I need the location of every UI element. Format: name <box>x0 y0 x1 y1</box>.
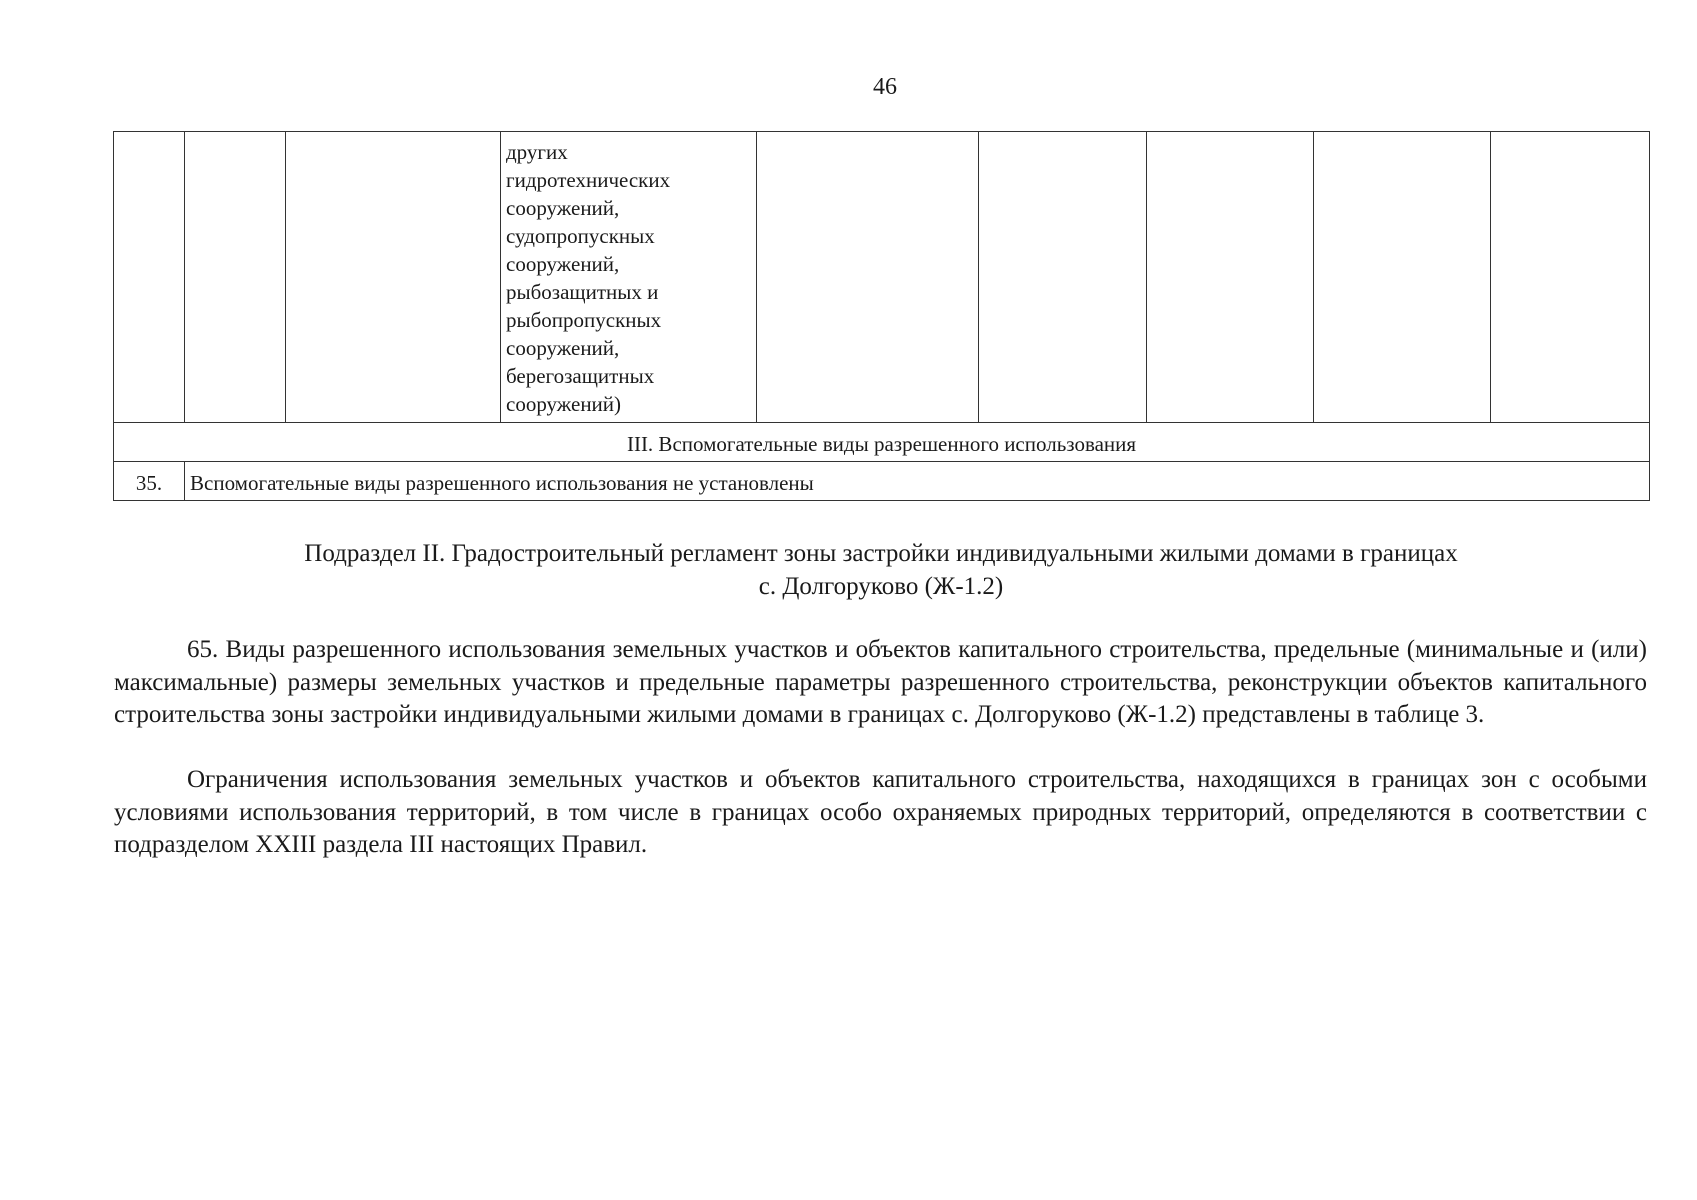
subsection-title <box>113 537 1649 603</box>
description-line: рыбозащитных и <box>506 280 659 304</box>
table-cell-description <box>501 132 757 423</box>
table-cell-empty <box>286 132 501 423</box>
row-number: 35. <box>114 462 185 501</box>
description-line: сооружений, <box>506 196 620 220</box>
description-line: других <box>506 140 568 164</box>
regulation-table <box>113 131 1650 501</box>
subsection-title-line-1: Подраздел II. Градостроительный регламент зоны застройки индивидуальными жилыми домами в границах <box>304 540 1458 567</box>
description-line: сооружений, <box>506 336 620 360</box>
paragraph-restrictions: Ограничения использования земельных участков и объектов капитального строительства, находящихся в границах зон с особыми условиями использования территорий, в том числе в границах особо охраняемых природных территорий, определяются в соответствии с подразделом XXIII раздела III настоящих Правил. <box>114 766 1647 858</box>
table-cell-empty <box>1491 132 1650 423</box>
table-cell-empty <box>1147 132 1314 423</box>
table-cell-empty <box>757 132 979 423</box>
description-line: сооружений, <box>506 252 620 276</box>
table-section-row <box>114 423 1650 462</box>
table-cell-empty <box>979 132 1147 423</box>
page-number: 46 <box>873 74 897 100</box>
paragraph-65: 65. Виды разрешенного использования земельных участков и объектов капитального строительства, предельные (минимальные и (или) максимальные) размеры земельных участков и предельные параметры разрешенного строительства, реконструкции объектов капитального строительства зоны застройки индивидуальными жилыми домами в границах с. Долгоруково (Ж-1.2) представлены в таблице 3. <box>114 636 1647 728</box>
table-row-continuation <box>114 132 1650 423</box>
table-cell-empty <box>114 132 185 423</box>
description-line: берегозащитных <box>506 364 655 388</box>
description-line: судопропускных <box>506 224 655 248</box>
description-line: гидротехнических <box>506 168 671 192</box>
section-header: III. Вспомогательные виды разрешенного использования <box>114 423 1650 462</box>
table-cell-empty <box>1314 132 1491 423</box>
description-line: рыбопропускных <box>506 308 662 332</box>
subsection-title-line-2: с. Долгоруково (Ж-1.2) <box>758 573 1004 600</box>
description-line: сооружений) <box>506 392 622 416</box>
row-text: Вспомогательные виды разрешенного использования не установлены <box>185 462 1650 501</box>
table-cell-empty <box>185 132 286 423</box>
table-row <box>114 462 1650 501</box>
